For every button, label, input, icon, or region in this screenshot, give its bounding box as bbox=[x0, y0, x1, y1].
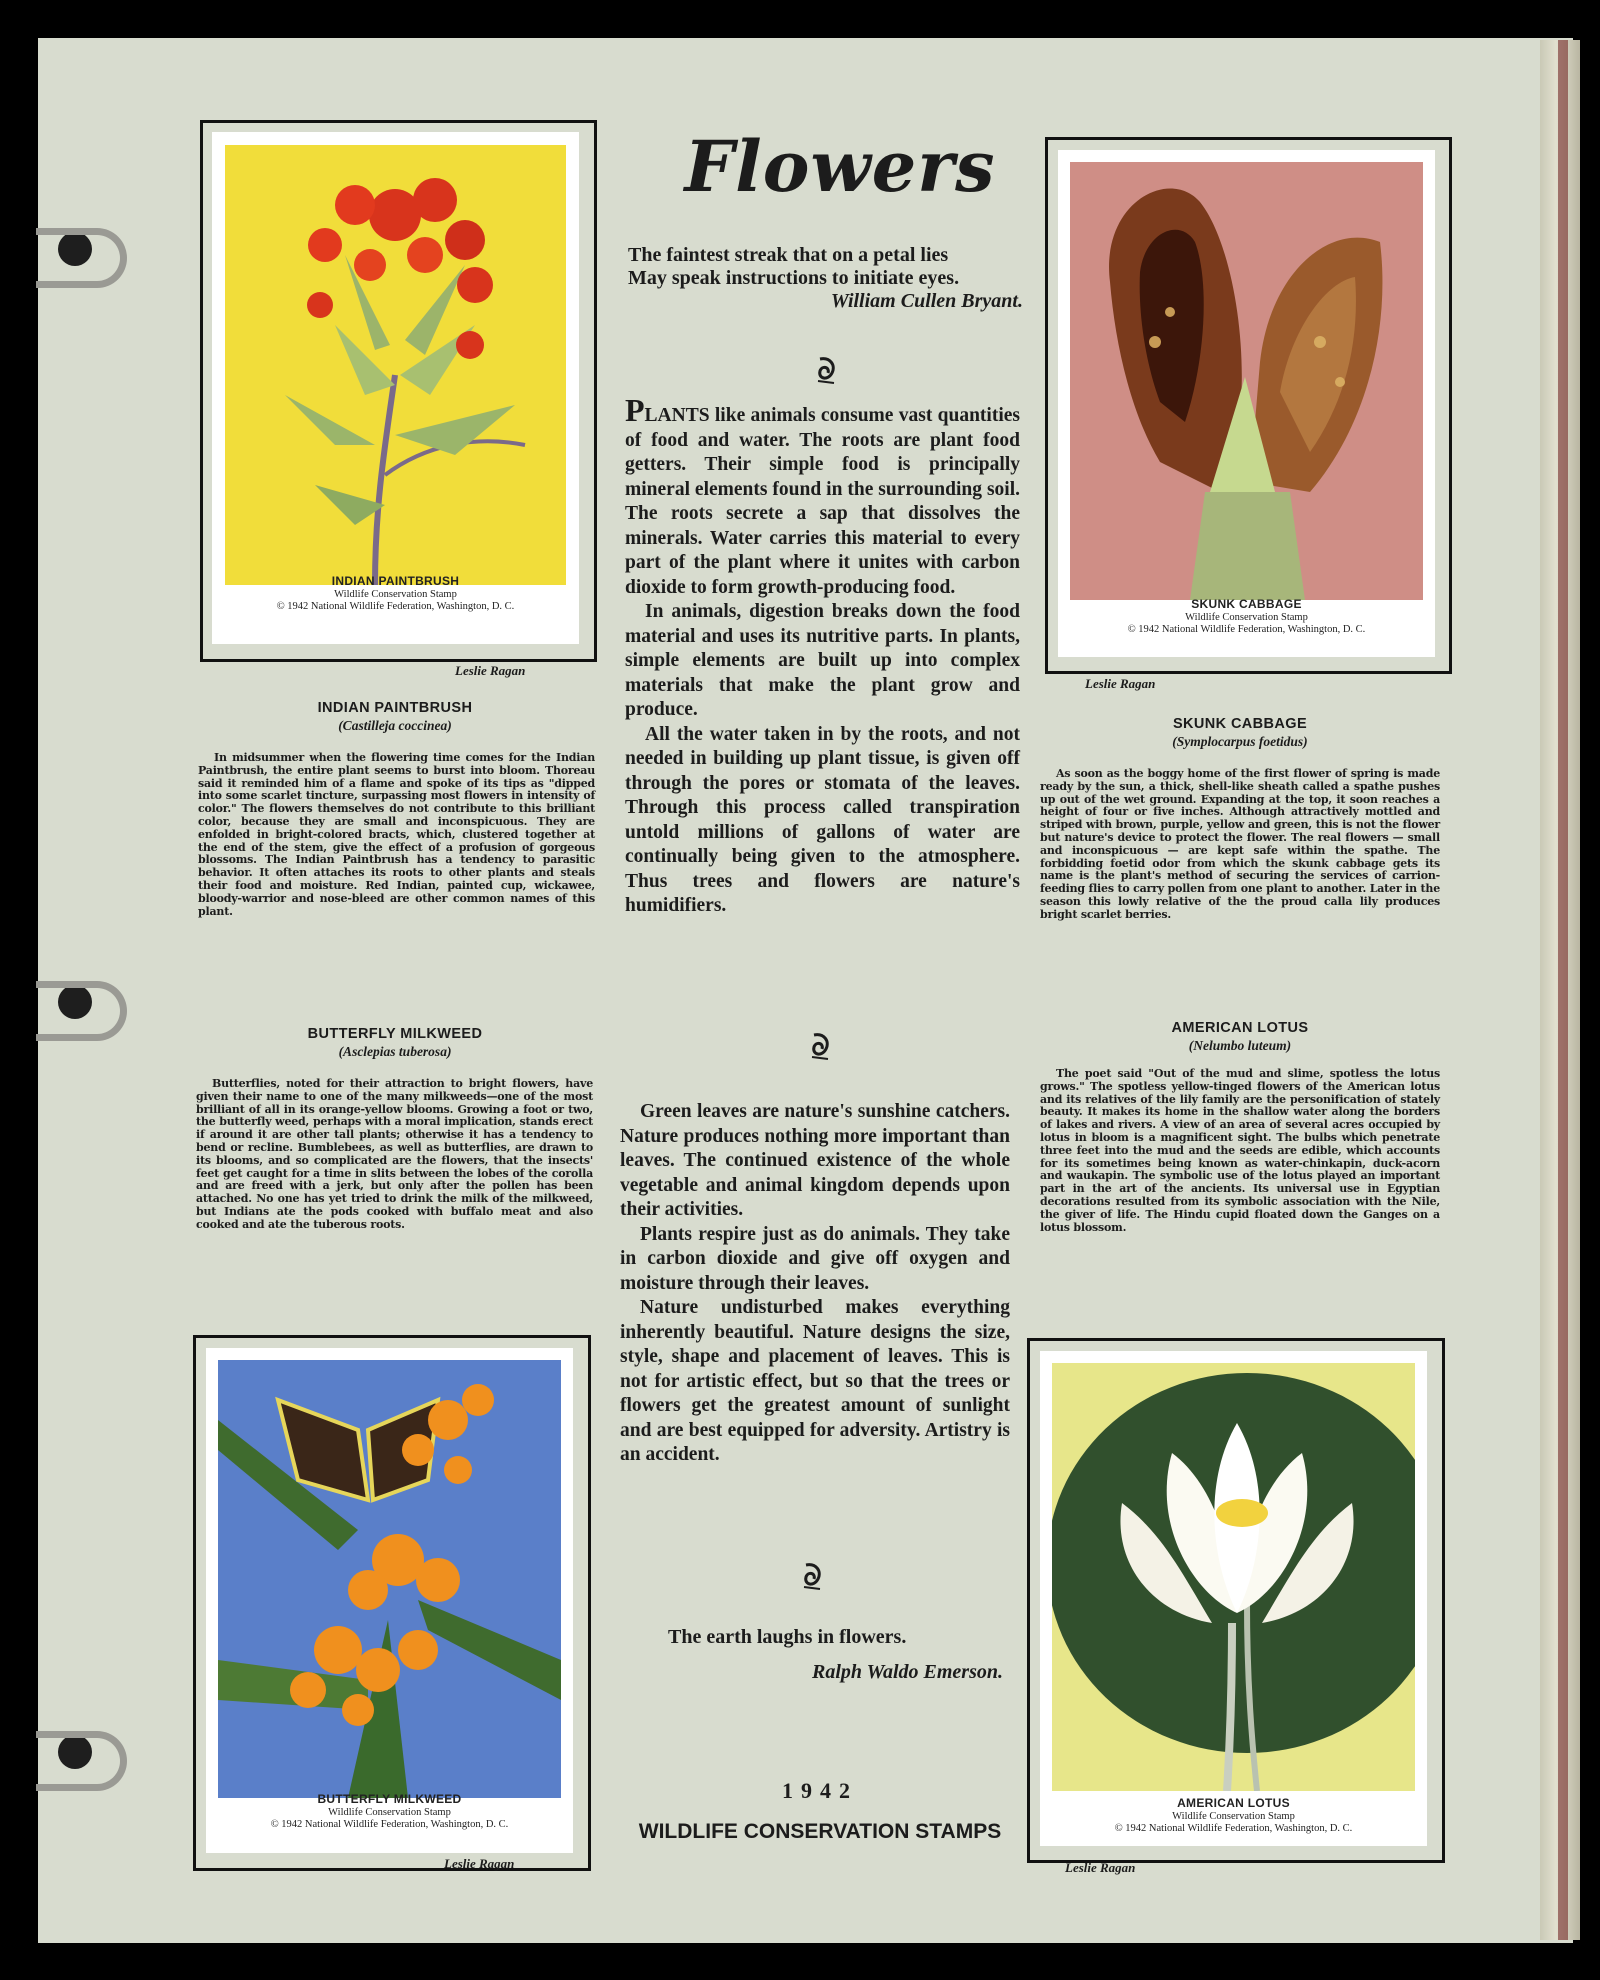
quote-line: The faintest streak that on a petal lies bbox=[628, 244, 949, 266]
quote-author: William Cullen Bryant. bbox=[830, 290, 1023, 312]
stamp-art-lotus bbox=[1052, 1363, 1415, 1791]
fleuron-ornament-icon bbox=[800, 1561, 826, 1591]
stamp-caption-lotus bbox=[1040, 1797, 1427, 1835]
body-paragraph: Green leaves are nature's sunshine catchers. Nature produces nothing more important than leaves. The continued existence of the whole vegetable and animal kingdom depends upon their activities. bbox=[620, 1101, 1010, 1220]
stamp-name: SKUNK CABBAGE bbox=[1191, 597, 1302, 611]
page-year: 1942 bbox=[782, 1778, 858, 1803]
body-paragraph: In animals, digestion breaks down the food material and uses its nutritive parts. In plants, simple elements are built up into complex materials that make the plant grow and produce. bbox=[625, 601, 1020, 720]
description-american-lotus: The poet said "Out of the mud and slime, spotless the lotus grows." The spotless yellow-tinged flowers of the American lotus and its relatives of the lily family are the personification of stately beauty. It makes its home in the shallow water along the borders of lakes and rivers. A view of an area of several acres occupied by lotus in bloom is a magnificent sight. The bulbs which penetrate three feet into the mud and the seeds are edible, which accounts for its sometimes being known as water-chinkapin, duck-acorn and waukapin. The symbolic use of the lotus played an important part in the art of the ancients. Its universal use in Egyptian decorations resulted from its symbolic association with the Nile, the giver of life. The Hindu cupid floated down the Ganges on a lotus blossom. bbox=[1040, 1067, 1440, 1234]
body-paragraph: Nature undisturbed makes everything inherently beautiful. Nature designs the size, style, shape and placement of leaves. This is not for artistic effect, but so that the trees or flowers get the greatest amount of sunlight and are best equipped for adversity. Artistry is an accident. bbox=[620, 1297, 1010, 1465]
body-paragraph: Plants respire just as do animals. They take in carbon dioxide and give off oxygen and moisture through their leaves. bbox=[620, 1223, 1010, 1294]
quote-line: May speak instructions to initiate eyes. bbox=[628, 267, 960, 289]
heading-indian-paintbrush bbox=[200, 700, 590, 734]
small-caps-lead: LANTS bbox=[644, 405, 710, 426]
stamp-copyright: © 1942 National Wildlife Federation, Washington, D. C. bbox=[1114, 1822, 1353, 1834]
heading-butterfly-milkweed bbox=[200, 1026, 590, 1060]
fleuron-ornament-icon bbox=[808, 1031, 834, 1061]
binder-spine bbox=[1558, 40, 1568, 1940]
stamp-butterfly-milkweed bbox=[206, 1348, 573, 1853]
heading-american-lotus bbox=[1040, 1020, 1440, 1054]
stamp-skunk-cabbage bbox=[1058, 150, 1435, 657]
description-indian-paintbrush: In midsummer when the flowering time comes for the Indian Paintbrush, the entire plant seems to burst into bloom. Thoreau said it reminded him of a flame and spoke of its tips as "dipped into some scarlet tincture, surpassing most flowers in intensity of color." The flowers themselves do not contribute to this brilliant color, because they are small and inconspicuous. They are enfolded in bright-colored bracts, which, clustered together at the end of the stem, give the effect of a profusion of gorgeous blossoms. The Indian Paintbrush has a tendency to parasitic behavior. It often attaches its roots to other plants and steals their food and moisture. Red Indian, painted cup, wickawee, bloody-warrior and nose-bleed are other common names of this plant. bbox=[198, 751, 595, 918]
stamp-american-lotus bbox=[1040, 1351, 1427, 1846]
stamp-copyright: © 1942 National Wildlife Federation, Washington, D. C. bbox=[276, 600, 515, 612]
scientific-name: (Asclepias tuberosa) bbox=[338, 1044, 452, 1059]
page-title: Flowers bbox=[684, 125, 996, 208]
artist-credit: Leslie Ragan bbox=[1085, 676, 1156, 691]
closing-quote bbox=[668, 1620, 1003, 1690]
stamp-caption-milkweed bbox=[206, 1793, 573, 1831]
description-heading: INDIAN PAINTBRUSH bbox=[317, 700, 473, 716]
quote-line: The earth laughs in flowers. bbox=[668, 1626, 907, 1648]
fleuron-ornament-icon bbox=[814, 355, 840, 385]
stamp-subtitle: Wildlife Conservation Stamp bbox=[1185, 611, 1308, 623]
binder-ring bbox=[36, 1731, 127, 1791]
description-heading: SKUNK CABBAGE bbox=[1172, 716, 1308, 732]
drop-cap: P bbox=[625, 392, 645, 428]
binder-ring bbox=[36, 981, 127, 1041]
stamp-name: AMERICAN LOTUS bbox=[1177, 1796, 1290, 1810]
binder-ring bbox=[36, 228, 127, 288]
description-butterfly-milkweed: Butterflies, noted for their attraction to bright flowers, have given their name to one of the many milkweeds—one of the most brilliant of all in its orange-yellow blooms. Growing a foot or two, the butterfly weed, perhaps with a moral implication, stands erect if around it are other tall plants; otherwise it has a tendency to bend or recline. Bumblebees, as well as butterflies, are drawn to its blooms, and so complicated are the flowers, that the insects' feet get caught for a time in slits between the lobes of the corolla and are freed with a jerk, but only after the pollen has been attached. No one has yet tried to drink the milk of the milkweed, but Indians ate the pods cooked with buffalo meat and also cooked and ate the tuberous roots. bbox=[196, 1077, 593, 1231]
paragraph-text: like animals consume vast quantities of food and water. The roots are plant food getters. Their simple food is principally mineral elements found in the surrounding soil. The roots secrete a sap that dissolves the minerals. Water carries this material to every part of the plant where it unites with carbon dioxide to form growth-producing food. bbox=[625, 405, 1020, 598]
scientific-name: (Symplocarpus foetidus) bbox=[1172, 734, 1308, 749]
stamp-name: BUTTERFLY MILKWEED bbox=[317, 1792, 462, 1806]
scientific-name: (Castilleja coccinea) bbox=[338, 718, 452, 733]
stamp-name: INDIAN PAINTBRUSH bbox=[331, 574, 460, 588]
stamp-copyright: © 1942 National Wildlife Federation, Washington, D. C. bbox=[1127, 623, 1366, 635]
body-paragraph: All the water taken in by the roots, and not needed in building up plant tissue, is given off through the pores or stomata of the leaves. Through this process called transpiration untold millions of gallons of water are continually being given to the atmosphere. Thus trees and flowers are nature's humidifiers. bbox=[625, 723, 1020, 916]
heading-skunk-cabbage bbox=[1040, 716, 1440, 750]
stamp-indian-paintbrush bbox=[212, 132, 579, 644]
description-skunk-cabbage: As soon as the boggy home of the first flower of spring is made ready by the sun, a thick, shell-like sheath called a spathe pushes up out of the wet ground. Expanding at the top, it soon reaches a height of four or five inches. Although attractively mottled and striped with brown, purple, yellow and green, this is not the flower but nature's device to protect the flower. The real flowers — small and inconspicuous — are kept safe within the spathe. The forbidding foetid odor from which the skunk cabbage gets its name is the plant's method of securing the services of carrion-feeding flies to carry pollen from one plant to another. Later in the season this lowly relative of the the proud calla lily produces bright scarlet berries. bbox=[1040, 767, 1440, 921]
opening-quote bbox=[628, 244, 1023, 313]
page-footer: WILDLIFE CONSERVATION STAMPS bbox=[638, 1820, 1002, 1843]
stamp-art-paintbrush bbox=[225, 145, 566, 585]
body-paragraph bbox=[625, 392, 1020, 600]
description-heading: BUTTERFLY MILKWEED bbox=[307, 1026, 483, 1042]
stamp-copyright: © 1942 National Wildlife Federation, Washington, D. C. bbox=[270, 1818, 509, 1830]
stamp-caption-skunk bbox=[1058, 598, 1435, 636]
stamp-art-skunk bbox=[1070, 162, 1423, 600]
scientific-name: (Nelumbo luteum) bbox=[1188, 1038, 1292, 1053]
stamp-subtitle: Wildlife Conservation Stamp bbox=[328, 1806, 451, 1818]
quote-author: Ralph Waldo Emerson. bbox=[812, 1661, 1003, 1683]
stamp-subtitle: Wildlife Conservation Stamp bbox=[334, 588, 457, 600]
artist-credit: Leslie Ragan bbox=[455, 663, 526, 678]
stamp-caption-paintbrush bbox=[212, 575, 579, 613]
artist-credit: Leslie Ragan bbox=[1065, 1860, 1136, 1875]
body-text-top bbox=[625, 392, 1020, 919]
stamp-art-milkweed bbox=[218, 1360, 561, 1798]
stamp-subtitle: Wildlife Conservation Stamp bbox=[1172, 1810, 1295, 1822]
description-heading: AMERICAN LOTUS bbox=[1171, 1020, 1309, 1036]
artist-credit: Leslie Ragan bbox=[444, 1856, 515, 1871]
body-text-bottom bbox=[620, 1100, 1010, 1468]
